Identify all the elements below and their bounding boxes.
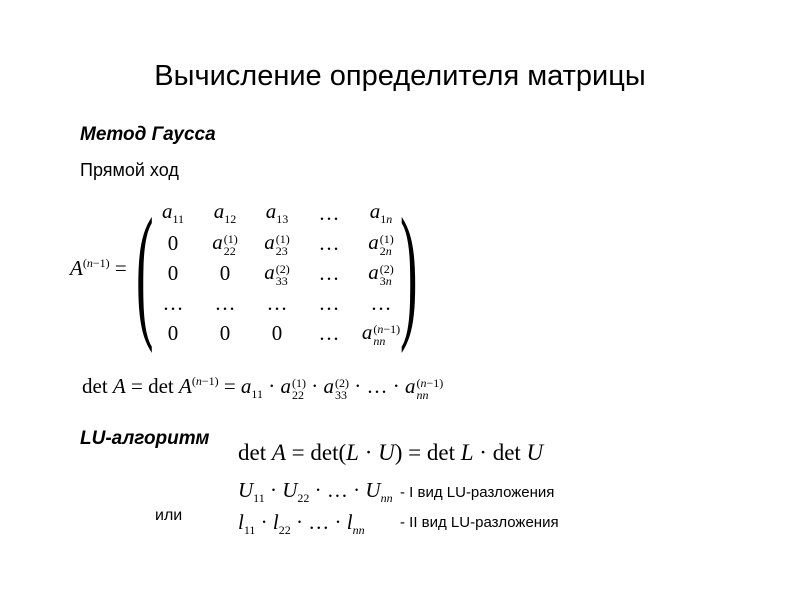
left-parenthesis: ( [136, 188, 154, 354]
l-diagonal-product: $l_{11} \cdot l_{22}$ · … · $l_{nn}$ [238, 510, 365, 538]
matrix-lhs: $A^{(n-1)}$ = [70, 256, 127, 280]
gauss-determinant-formula: $\det A = \det A^{(n-1)} = a_{11} \cdot a$ (1) 22 · a (2) 33 · … · a (n−1) nn [82, 374, 444, 402]
lu-determinant-formula: det A = det(L · U) = det L · det U [238, 440, 544, 465]
right-parenthesis: ) [400, 188, 418, 354]
lu-type1-note: - I вид LU-разложения [400, 484, 555, 501]
page-title: Вычисление определителя матрицы [154, 60, 646, 92]
lu-type2-note: - II вид LU-разложения [400, 514, 559, 531]
lu-algorithm-heading: LU-алгоритм [80, 428, 210, 449]
forward-pass-label: Прямой ход [80, 160, 179, 180]
or-label: или [155, 507, 183, 524]
gauss-method-heading: Метод Гаусса [80, 124, 216, 145]
u-diagonal-product: $U_{11} \cdot U_{22}$ · … · $U_{nn}$ [238, 478, 393, 506]
gauss-matrix: $a_{11}$ $a_{12}$ $a_{13}$ … $a_{1n}$ 0 a (1) 22 a (1) 23 … a (1) 2n 0 0 a (2) 33 … a (2) 3n … … … … … 0 0 0 … a (n−1) nn [161, 198, 401, 348]
